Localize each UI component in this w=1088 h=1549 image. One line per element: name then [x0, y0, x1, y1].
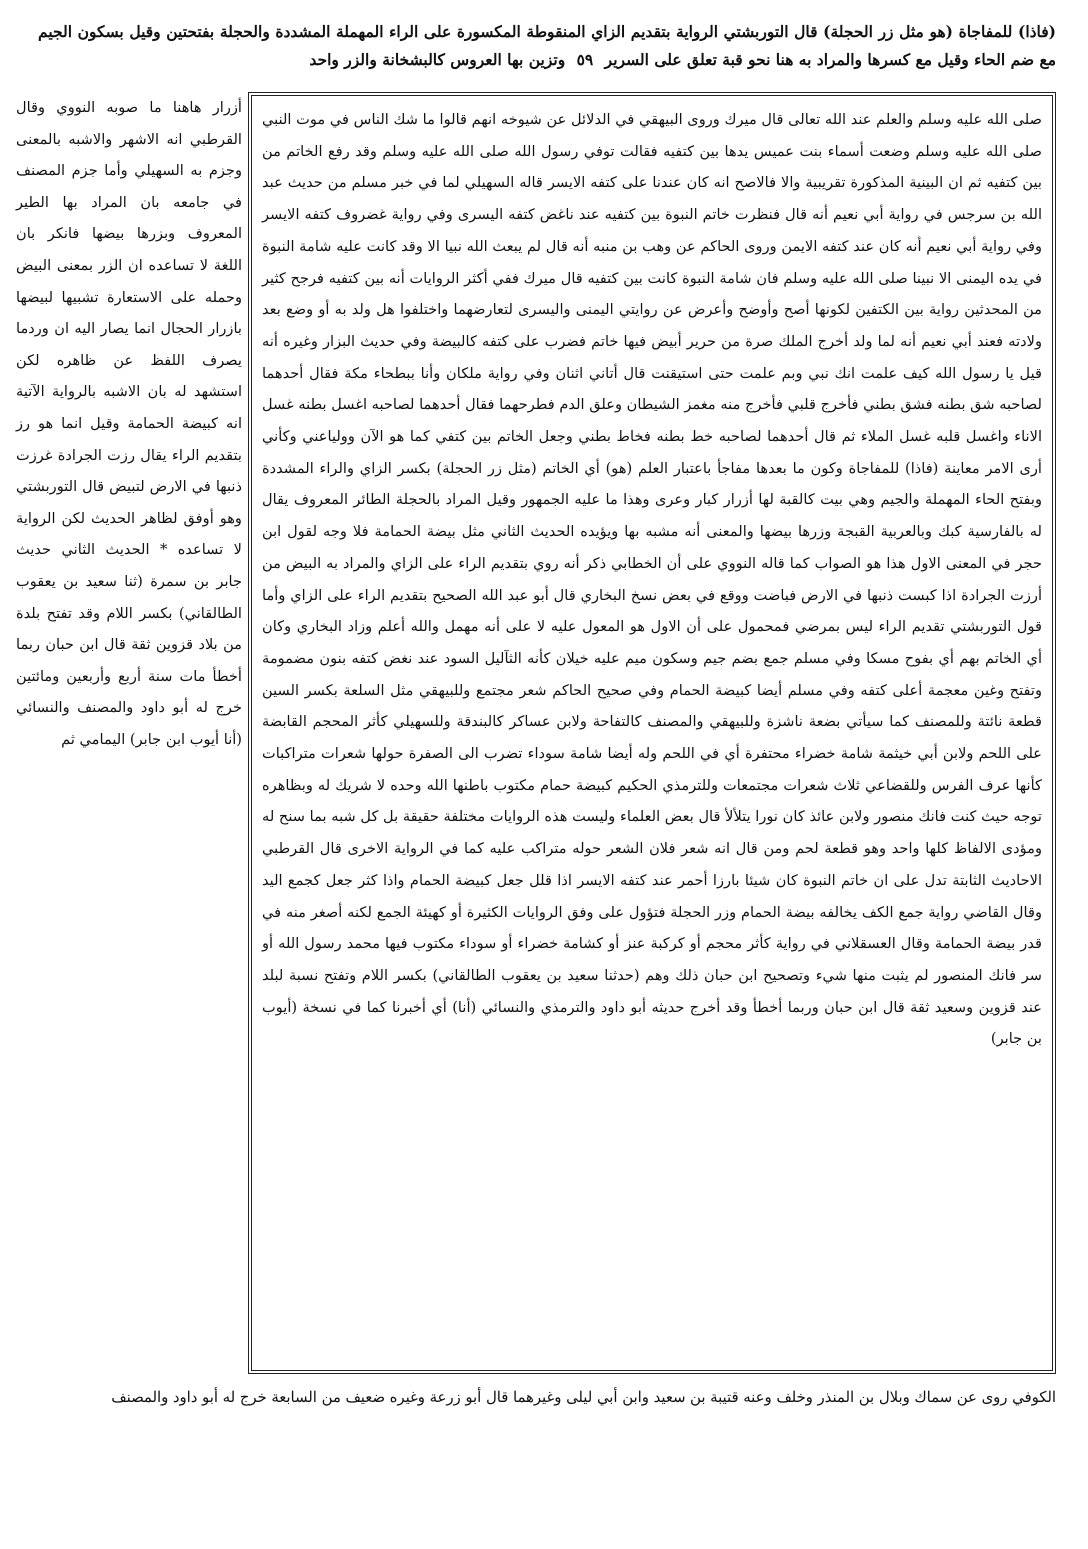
main-paragraph: صلى الله عليه وسلم والعلم عند الله تعالى قال ميرك وروى البيهقي في الدلائل عن شيوخه انهم قالوا ما شك الناس في موت النبي صلى الله عليه وسلم وضعت أسماء بنت عميس يدها بين كتفيه فقالت توفي رسول الله صلى الله عليه وسلم وقد رفع الخاتم من بين كتفيه ثم ان البينية المذكورة تقريبية والا فالاصح انه كان عندنا على كتفه الايسر قاله السهيلي لما في خبر مسلم من حديث عبد الله بن سرجس في رواية أبي نعيم أنه قال فنظرت خاتم النبوة بين كتفيه عند ناغض كتفه اليسرى وفي رواية غضروف كتفه الايسر وفي رواية أبي نعيم أنه كان عند كتفه الايمن وروى الحاكم عن وهب بن منبه أنه قال لم يبعث الله نبيا الا وقد كانت عليه شامة النبوة في يده اليمنى الا نبينا صلى الله عليه وسلم فان شامة النبوة كانت بين كتفيه قال ميرك ففي أكثر الروايات أنه بين كتفيه فرجح كثير من المحدثين رواية بين الكتفين لكونها أصح وأوضح وأعرض عن روايتي اليمنى واليسرى لتعارضهما واختلفوا هل ولد به أو وضع بعد ولادته فعند أبي نعيم أنه لما ولد أخرج الملك صرة من حرير أبيض فيها خاتم فضرب على كتفه كالبيضة وفي حديث البزار وغيره أنه قيل يا رسول الله كيف علمت انك نبي وبم علمت حتى استيقنت قال أتاني اثنان وفي رواية ملكان وأنا ببطحاء مكة فقال أحدهما لصاحبه شق بطنه فشق بطني فأخرج قلبي فأخرج منه مغمز الشيطان وعلق الدم فطرحهما فقال أحدهما لصاحبه اغسل بطنه غسل الاناء واغسل قلبه غسل الملاء ثم قال أحدهما لصاحبه خط بطنه فخاط بطني وجعل الخاتم بين كتفي كما هو الآن وولياعني وكأني أرى الامر معاينة (فاذا) للمفاجاة وكون ما بعدها مفاجأ باعتبار العلم (هو) أي الخاتم (مثل زر الحجلة) بكسر الزاي والراء المشددة وبفتح الحاء المهملة والجيم وهي بيت كالقبة لها أزرار كبار وعرى وهذا ما عليه الجمهور وقيل المراد بالحجلة الطائر المعروف يقال له بالفارسية كبك وبالعربية القبجة وزرها بيضها والمعنى أنه مشبه بها ويؤيده الحديث الثاني مثل بيضة الحمامة فلا وجه لقول ابن حجر في المعنى الاول هذا هو الصواب كما قاله النووي على أن الخطابي ذكر أنه روي بتقديم الراء على الزاي والمراد به البيض من أرزت الجرادة اذا كبست ذنبها في الارض فباضت ووقع في بعض نسخ البخاري قال أبو عبد الله الصحيح بتقديم الراء على الزاي وأما قول التوربشتي تقديم الراء ليس بمرضي فمحمول على أن الاول هو المعول عليه لا على أنه مهمل والله أعلم وزاد البخاري وكان أي الخاتم بهم أي بفوح مسكا وفي مسلم جمع بضم جيم وسكون ميم عليه خيلان كأنه الثآليل السود عند نغض كتفه بنون مضمومة وتفتح وغين معجمة أعلى كتفه وفي مسلم أيضا كبيضة الحمام وفي صحيح الحاكم شعر مجتمع وللبيهقي مثل السلعة بكسر السين قطعة نائتة وللمصنف كما سيأتي بضعة ناشزة وللبيهقي والمصنف كالتفاحة ولابن عساكر كالبندقة وللسهيلي كأثر المحجم القابضة على اللحم ولابن أبي خيثمة شامة خضراء محتفرة أي في اللحم وله أيضا شامة سوداء تضرب الى الصفرة حولها شعرات متراكبات كأنها عرف الفرس وللقضاعي ثلاث شعرات مجتمعات وللترمذي الحكيم كبيضة حمام مكتوب باطنها الله وحده لا شريك له وبظاهره توجه حيث كنت فانك منصور ولابن عائذ كان نورا يتلألأ قال بعض العلماء وليست هذه الروايات مختلفة حقيقة بل كل شبه بما سنح له ومؤدى الالفاظ كلها واحد وهو قطعة لحم ومن قال انه شعر فلان الشعر حوله متراكب عليه كما في الرواية الاخرى قال القرطبي الاحاديث الثابتة تدل على ان خاتم النبوة كان شيئا بارزا أحمر عند كتفه الايسر اذا قلل جعل كبيضة الحمام واذا كثر جعل كجمع اليد وقال القاضي رواية جمع الكف يخالفه بيضة الحمام وزر الحجلة فتؤول على وفق الروايات الكثيرة أو كهيئة الجمع لكنه أصغر منه في قدر بيضة الحمامة وقال العسقلاني في رواية كأثر محجم أو كركبة عنز أو كشامة خضراء أو سوداء مكتوب فيها محمد رسول الله أو سر فانك المنصور لم يثبت منها شيء وتصحيح ابن حبان ذلك وهم (حدثنا سعيد بن يعقوب الطالقاني) بكسر اللام وتفتح نسبة لبلد عند قزوين وسعيد ثقة قال ابن حبان وربما أخطأ وقد أخرج حديثه أبو داود والترمذي والنسائي (أنا) أي أخبرنا كما في نسخة (أيوب بن جابر): [262, 111, 1042, 1048]
main-text-block: [262, 104, 1042, 1055]
page-number: ٥٩: [576, 50, 594, 69]
margin-paragraph: أزرار هاهنا ما صوبه النووي وقال القرطبي انه الاشهر والاشبه بالمعنى وجزم به السهيلي وأما جزم المصنف في جامعه بان المراد بها الطير المعروف وبزرها بيضها فانكر بان اللغة لا تساعده ان الزر بمعنى البيض وحمله على الاستعارة تشبيها لبيضها بازرار الحجال انما يصار اليه ان وردما يصرف اللفظ عن ظاهره لكن استشهد له بان الاشبه بالرواية الآتية انه كبيضة الحمامة وقيل انما هو رز بتقديم الراء يقال رزت الجرادة غرزت ذنبها في الارض لتبيض قال التوربشتي وهو أوفق لظاهر الحديث لكن الرواية لا تساعده * الحديث الثاني حديث جابر بن سمرة (ثنا سعيد بن يعقوب الطالقاني) بكسر اللام وقد تفتح بلدة من بلاد قزوين ثقة قال ابن حبان ربما أخطأ مات سنة أربع وأربعين ومائتين خرج له أبو داود والمصنف والنسائي (أنا أيوب ابن جابر) اليمامي ثم: [16, 99, 242, 748]
header-text: (فاذا) للمفاجاة (هو مثل زر الحجلة) قال التوربشتي الرواية بتقديم الزاي المنقوطة المكسورة على الراء المهملة المشددة والحجلة بفتحتين وقيل بسكون الجيم مع ضم الحاء وقيل مع كسرها والمراد به هنا نحو قبة تعلق على السرير: [38, 22, 1056, 69]
page-footer-text: [16, 1384, 1056, 1412]
footer-paragraph: الكوفي روى عن سماك وبلال بن المنذر وخلف وعنه قتيبة بن سعيد وابن أبي ليلى وغيرهما قال أبو زرعة وغيره ضعيف من السابعة خرج له أبو داود والمصنف: [111, 1389, 1056, 1406]
margin-commentary: [16, 92, 242, 755]
header-text-continued: وتزين بها العروس كالبشخانة والزر واحد: [309, 50, 566, 69]
page-header: [38, 18, 1056, 74]
